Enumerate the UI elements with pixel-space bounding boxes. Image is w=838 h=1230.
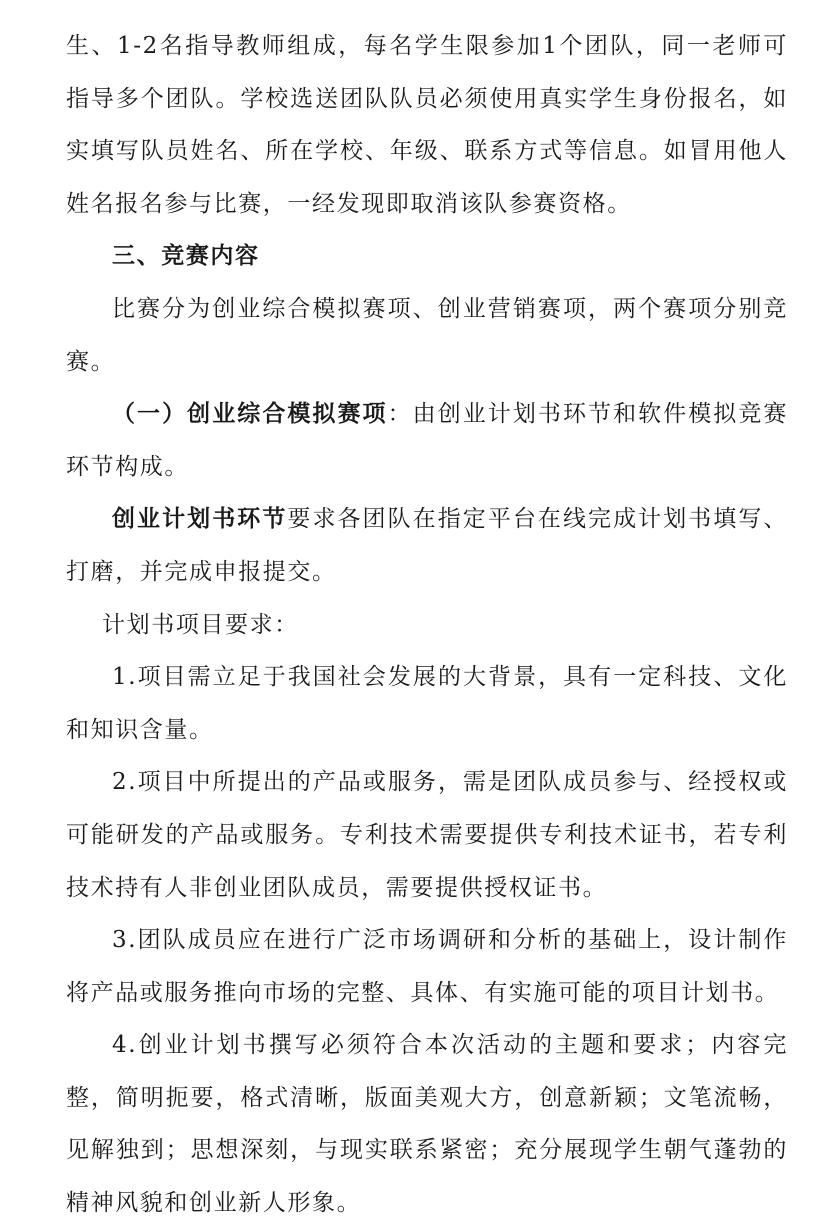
- paragraph-simulation-track: [66, 388, 788, 493]
- requirement-item-4: 4.创业计划书撰写必须符合本次活动的主题和要求；内容完整，简明扼要，格式清晰，版面美观大方，创意新颖；文笔流畅，见解独到；思想深刻，与现实联系紧密；充分展现学生朝气蓬勃的精神风貌和创业新人形象。: [66, 1032, 788, 1217]
- business-plan-stage-title: 创业计划书环节: [112, 506, 288, 533]
- paragraph-team-composition: 生、1-2名指导教师组成，每名学生限参加1个团队，同一老师可指导多个团队。学校选送团队队员必须使用真实学生身份报名，如实填写队员姓名、所在学校、年级、联系方式等信息。如冒用他人姓名报名参与比赛，一经发现即取消该队参赛资格。: [66, 33, 788, 217]
- requirement-item-1: 1.项目需立足于我国社会发展的大背景，具有一定科技、文化和知识含量。: [66, 664, 788, 743]
- simulation-track-title: （一）创业综合模拟赛项: [112, 401, 388, 428]
- requirement-item-2: 2.项目中所提出的产品或服务，需是团队成员参与、经授权或可能研发的产品或服务。专利技术需要提供专利技术证书，若专利技术持有人非创业团队成员，需要提供授权证书。: [66, 769, 788, 901]
- requirement-item-3: 3.团队成员应在进行广泛市场调研和分析的基础上，设计制作将产品或服务推向市场的完整、具体、有实施可能的项目计划书。: [66, 927, 788, 1006]
- section-heading-competition-content: 三、竞赛内容: [112, 243, 260, 270]
- paragraph-plan-requirements-label: 计划书项目要求：: [102, 611, 299, 638]
- paragraph-business-plan-stage: [66, 493, 788, 598]
- simulation-track-description: ：由创业计划书环节和软件模拟竞赛环节构成。: [66, 401, 788, 480]
- business-plan-stage-description: 要求各团队在指定平台在线完成计划书填写、打磨，并完成申报提交。: [66, 506, 789, 585]
- paragraph-competition-tracks: 比赛分为创业综合模拟赛项、创业营销赛项，两个赛项分别竞赛。: [66, 295, 788, 375]
